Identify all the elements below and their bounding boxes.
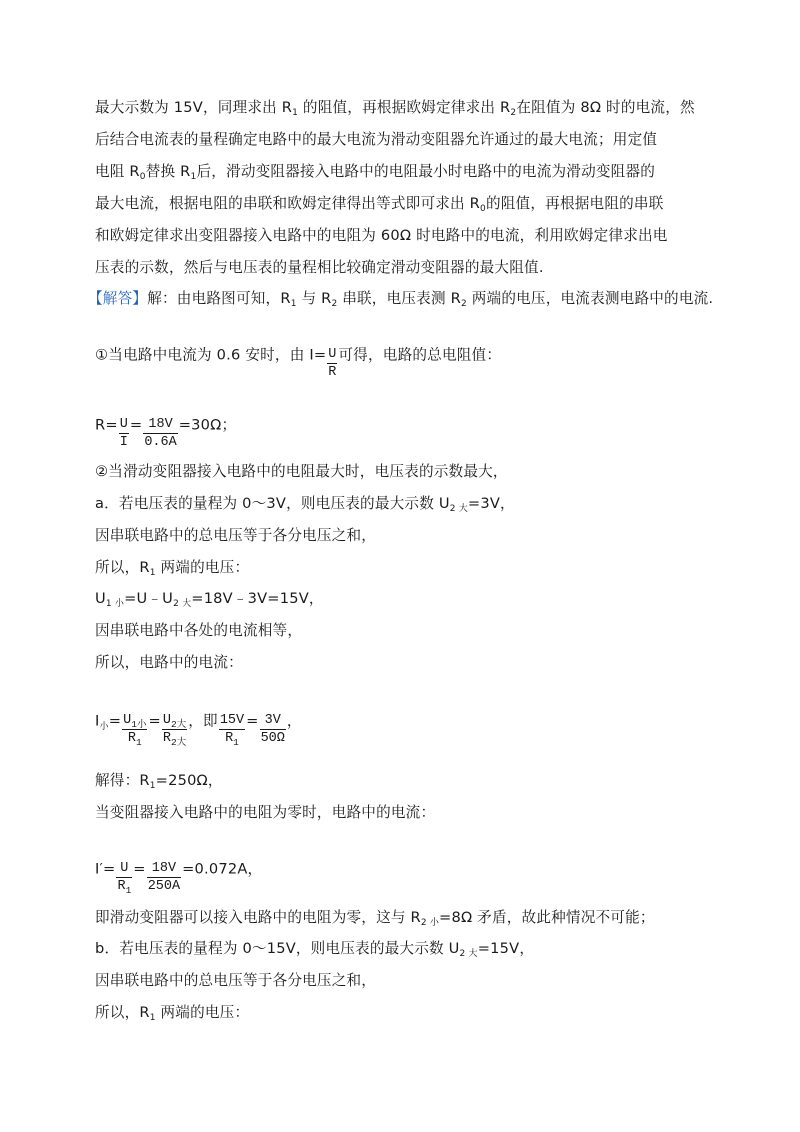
zero-resistance-case: 当变阻器接入电路中的电阻为零时，电路中的电流： (95, 804, 436, 821)
fraction-u-over-r: $\frac{U}{R}$ (328, 347, 337, 380)
fraction-15v-over-r1: $\frac{15V}{R_1}$ (219, 713, 245, 748)
u1-equation: $U_{1 小}=U﹣U_{2 大}=18V﹣3V=15V$， (95, 590, 324, 609)
series-voltage-sum-2: 因串联电路中的总电压等于各分电压之和， (95, 972, 377, 989)
contradiction-line: 即滑动变阻器可以接入电路中的电阻为零，这与 $R_{2 小}=8\Omega$ 矛盾，故此种情况不可能； (95, 909, 655, 928)
fraction-3v-over-50ohm: $\frac{3V}{50\Omega}$ (260, 713, 285, 746)
r1-voltage-intro-2: 所以，$R_1$ 两端的电压： (95, 1004, 250, 1023)
series-current-line: 因串联电路中各处的电流相等， (95, 622, 303, 639)
r1-voltage-intro-1: 所以，$R_1$ 两端的电压： (95, 559, 250, 578)
step1-line: ①当电路中电流为 0.6 安时，由 I= $\frac{U}{R}$ 可得，电路的总电阻值： (95, 346, 502, 380)
analysis-line-1: 最大示数为 15V，同理求出 $R_1$ 的阻值，再根据欧姆定律求出 $R_2$在阻值为 8Ω 时的电流，然 (95, 99, 695, 118)
fraction-u1-over-r1: $\frac{U_{1小}}{R_1}$ (123, 713, 147, 748)
equation-current: $I_小=$ $\frac{U_{1小}}{R_1}$ = $\frac{U_{2大}}{R_{2大}}$ ，即 $\frac{15V}{R_1}$ = $\frac{3V}{50\Omega}$ ， (95, 712, 302, 748)
analysis-line-2: 后结合电流表的量程确定电路中的最大电流为滑动变阻器允许通过的最大电流；用定值 (95, 131, 658, 148)
analysis-line-3: 电阻 $R_0$替换 $R_1$后，滑动变阻器接入电路中的电阻最小时电路中的电流为滑动变阻器的 (95, 163, 656, 182)
answer-tag: 【解答】 (88, 290, 148, 307)
current-intro-line: 所以，电路中的电流： (95, 654, 243, 671)
step2-line: ②当滑动变阻器接入电路中的电阻最大时，电压表的示数最大， (95, 463, 508, 480)
analysis-line-6: 压表的示数，然后与电压表的量程相比较确定滑动变阻器的最大阻值. (95, 259, 544, 276)
fraction-18v-over-250a: $\frac{18V}{250A}$ (147, 861, 181, 894)
analysis-line-4: 最大电流，根据电阻的串联和欧姆定律得出等式即可求出 $R_0$的阻值，再根据电阻的串联 (95, 195, 664, 214)
equation-total-resistance: R= $\frac{U}{I}$ = $\frac{18V}{0.6A}$ =30Ω； (95, 416, 237, 450)
analysis-line-5: 和欧姆定律求出变阻器接入电路中的电阻为 60Ω 时电路中的电流，利用欧姆定律求出电 (95, 227, 668, 244)
case-a-line: a．若电压表的量程为 0～3V，则电压表的最大示数 $U_{2 大}=3V$， (95, 495, 515, 514)
fraction-u-over-r1: $\frac{U}{R_1}$ (117, 861, 132, 896)
equation-current-prime: I′= $\frac{U}{R_1}$ = $\frac{18V}{250A}$ =0.072A， (95, 860, 263, 896)
fraction-u2-over-r2: $\frac{U_{2大}}{R_{2大}}$ (162, 713, 187, 748)
fraction-u-over-i: $\frac{U}{I}$ (119, 417, 128, 450)
fraction-18v-over-06a: $\frac{18V}{0.6A}$ (144, 417, 177, 450)
answer-line: 【解答】解：由电路图可知，$R_1$ 与 $R_2$ 串联，电压表测 $R_2$ 两端的电压，电流表测电路中的电流. (88, 290, 714, 309)
case-b-line: b．若电压表的量程为 0～15V，则电压表的最大示数 $U_{2 大}=15V$， (95, 940, 535, 959)
series-voltage-sum-1: 因串联电路中的总电压等于各分电压之和， (95, 527, 377, 544)
solve-r1-line: 解得：$R_1=250\Omega$， (95, 772, 223, 791)
